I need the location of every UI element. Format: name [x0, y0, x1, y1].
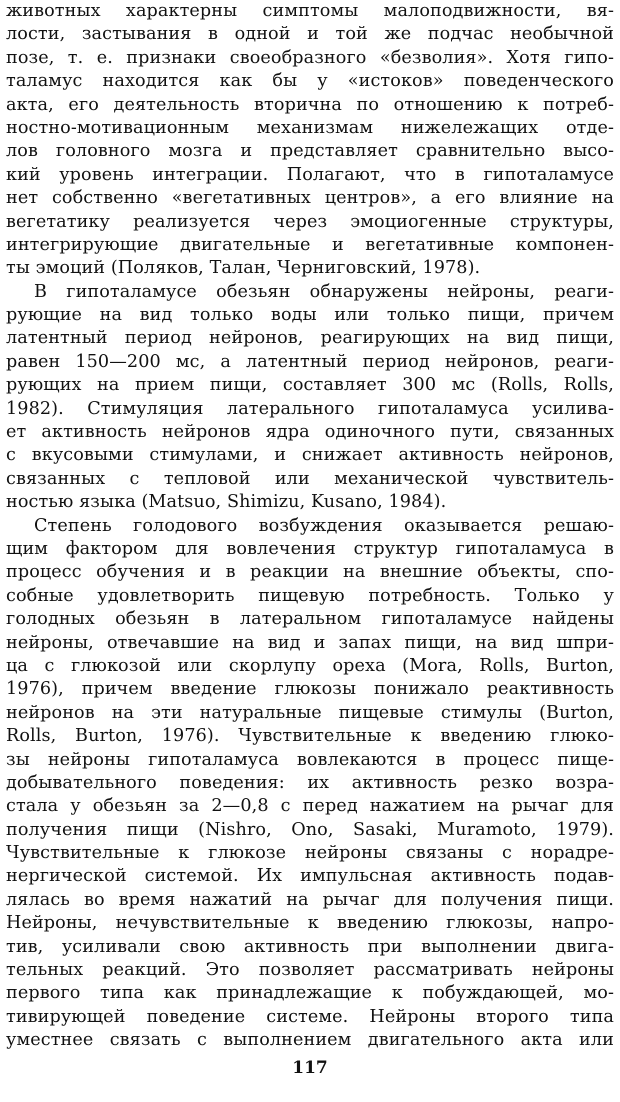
text-line: тивирующей поведение системе. Нейроны второго типа: [6, 1006, 614, 1027]
paragraph: [6, 515, 614, 1053]
text-line: получения пищи (Nishro, Ono, Sasaki, Muramoto, 1979).: [6, 819, 614, 840]
text-line: нейронов на эти натуральные пищевые стимулы (Burton,: [6, 702, 614, 723]
text-line: ностно-мотивационным механизмам нижележащих отде-: [6, 117, 614, 138]
text-line: рующих на прием пищи, составляет 300 мс (Rolls, Rolls,: [6, 375, 614, 396]
text-line: стала у обезьян за 2—0,8 с перед нажатием на рычаг для: [6, 796, 614, 817]
text-line: нейроны, отвечавшие на вид и запах пищи, на вид шпри-: [6, 632, 614, 653]
text-line: 1982). Стимуляция латерального гипоталамуса усилива-: [6, 398, 614, 419]
text-line: Rolls, Burton, 1976). Чувствительные к введению глюко-: [6, 726, 614, 747]
text-line: Чувствительные к глюкозе нейроны связаны с норадре-: [6, 843, 614, 864]
text-line: акта, его деятельность вторична по отношению к потреб-: [6, 94, 614, 115]
text-line: нет собственно «вегетативных центров», а его влияние на: [6, 188, 614, 209]
body-text: [6, 0, 614, 1053]
text-line: ностью языка (Matsuo, Shimizu, Kusano, 1984).: [6, 492, 447, 513]
text-line: ца с глюкозой или скорлупу ореха (Mora, Rolls, Burton,: [6, 655, 614, 676]
paragraph: [6, 281, 614, 515]
text-line: лов головного мозга и представляет сравнительно высо-: [6, 141, 614, 162]
text-line: щим фактором для вовлечения структур гипоталамуса в: [6, 538, 614, 559]
text-line: тив, усиливали свою активность при выполнении двига-: [6, 936, 614, 957]
text-line: латентный период нейронов, реагирующих на вид пищи,: [6, 328, 614, 349]
text-line: животных характерны симптомы малоподвижности, вя-: [6, 1, 614, 21]
text-line: рующие на вид только воды или только пищи, причем: [6, 305, 614, 326]
page-number: 117: [292, 1058, 328, 1078]
text-line: ты эмоций (Поляков, Талан, Черниговский, 1978).: [6, 258, 481, 279]
text-line: кий уровень интеграции. Полагают, что в гипоталамусе: [6, 164, 614, 185]
text-line: вегетатику реализуется через эмоциогенные структуры,: [6, 211, 614, 232]
text-line: первого типа как принадлежащие к побуждающей, мо-: [6, 983, 614, 1004]
text-line: связанных с тепловой или механической чувствитель-: [6, 468, 614, 489]
text-line: нергической системой. Их импульсная активность подав-: [6, 866, 614, 887]
text-line: тельных реакций. Это позволяет рассматривать нейроны: [6, 960, 614, 981]
text-line: равен 150—200 мс, а латентный период нейронов, реаги-: [6, 351, 614, 372]
text-line: с вкусовыми стимулами, и снижает активность нейронов,: [6, 445, 614, 466]
text-line: таламус находится как бы у «истоков» поведенческого: [6, 71, 614, 92]
text-line: позе, т. е. признаки своеобразного «безволия». Хотя гипо-: [6, 47, 614, 68]
text-line: интегрирующие двигательные и вегетативные компонен-: [6, 234, 614, 255]
text-line: уместнее связать с выполнением двигательного акта или: [6, 1030, 614, 1051]
text-line: процесс обучения и в реакции на внешние объекты, спо-: [6, 562, 614, 583]
text-line: В гипоталамусе обезьян обнаружены нейроны, реаги-: [34, 281, 614, 302]
text-line: Нейроны, нечувствительные к введению глюкозы, напро-: [6, 913, 614, 934]
text-line: 1976), причем введение глюкозы понижало реактивность: [6, 679, 614, 700]
text-line: лости, застывания в одной и той же подчас необычной: [6, 24, 614, 45]
text-line: голодных обезьян в латеральном гипоталамусе найдены: [6, 609, 614, 630]
text-line: собные удовлетворить пищевую потребность. Только у: [6, 585, 614, 606]
text-line: ет активность нейронов ядра одиночного пути, связанных: [6, 422, 614, 443]
text-line: зы нейроны гипоталамуса вовлекаются в процесс пище-: [6, 749, 614, 770]
text-line: добывательного поведения: их активность резко возра-: [6, 772, 614, 793]
paragraph: [6, 0, 614, 281]
text-line: Степень голодового возбуждения оказывается решаю-: [34, 515, 614, 536]
text-line: лялась во время нажатий на рычаг для получения пищи.: [6, 889, 614, 910]
